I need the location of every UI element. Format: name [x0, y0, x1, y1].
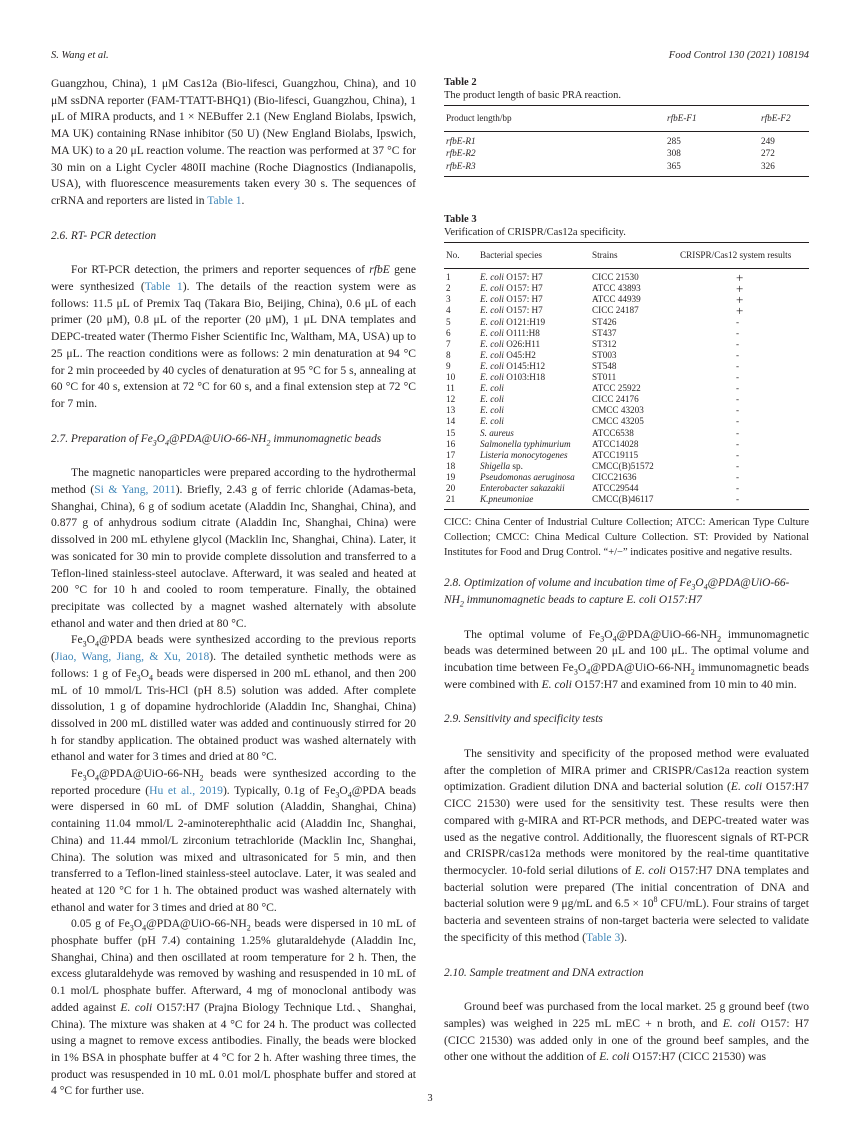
table-cell: 14	[446, 416, 456, 427]
result-cell: -	[736, 482, 740, 493]
strain-cell: ST003	[592, 349, 617, 360]
table2-header: rfbE-F2	[759, 106, 809, 132]
running-header-authors: S. Wang et al.	[51, 50, 109, 61]
strain-cell: ATCC 43893	[592, 283, 641, 294]
species-name: E. coli	[480, 383, 504, 394]
strain-cell: CMCC(B)51572	[592, 460, 654, 471]
species-cell	[478, 294, 590, 305]
strain-cell: ATCC19115	[592, 449, 639, 460]
table3-header: Strains	[590, 243, 678, 269]
result-cell: +	[736, 281, 744, 297]
table2-caption: The product length of basic PRA reaction.	[444, 90, 621, 101]
table-cell: 19	[446, 471, 456, 482]
table3-header: Bacterial species	[478, 243, 590, 269]
table-row	[444, 383, 809, 394]
table-row	[444, 416, 809, 427]
section-heading-2-10: 2.10. Sample treatment and DNA extraction	[444, 966, 644, 979]
species-cell	[478, 450, 590, 461]
species-name: E. coli	[480, 416, 504, 427]
table3-link[interactable]: Table 3	[586, 930, 621, 944]
strain-cell: ATCC14028	[592, 438, 639, 449]
table-cell: 18	[446, 460, 456, 471]
serotype: O103:H18	[503, 372, 546, 383]
table-row	[444, 283, 809, 294]
species-cell	[478, 428, 590, 439]
table-row	[444, 439, 809, 450]
result-cell: -	[736, 438, 740, 449]
species-cell	[478, 494, 590, 510]
strain-cell: CICC 21530	[592, 272, 639, 283]
species-name: E. coli	[480, 338, 504, 349]
strain-cell: ST312	[592, 338, 617, 349]
table-row	[444, 372, 809, 383]
table-cell: 2	[446, 283, 451, 294]
result-cell: -	[736, 471, 740, 482]
table-cell: 365	[665, 160, 759, 177]
table2-title: Table 2	[444, 77, 477, 88]
strain-cell: CICC 24187	[592, 305, 639, 316]
species-name: E. coli	[480, 405, 504, 416]
species-cell	[478, 269, 590, 284]
species-name: Listeria monocytogenes	[480, 449, 568, 460]
table-cell: 5	[446, 316, 451, 327]
species-name: Enterobacter sakazakii	[480, 482, 565, 493]
table-cell: 272	[761, 148, 775, 159]
serotype: O45:H2	[503, 349, 536, 360]
paragraph-pda-beads: $Fe_3O_4@PDA$ beads were synthesized according to the previous reports (Jiao, Wang, Jiang, & Xu, 2018). The detailed synthetic methods were as follows: 1 g of $Fe_3O_4$ beads were dispersed in 200 mL ethanol, and then 200 mL of 10 mmol/L Tris-HCl (pH 8.5) solution was added. After complete dissolution, 1 g of dopamine hydrochloride (Aladdin Inc, Shanghai, China) dissolved in 200 mL distilled water was added and continuously stirred for 20 h for standby application. The obtained product was washed alternately with ethanol and water for 3 times and dried at 80 °C.	[51, 633, 416, 764]
table-row	[444, 450, 809, 461]
species-name: K.pneumoniae	[480, 494, 534, 505]
strain-cell: ST548	[592, 360, 617, 371]
result-cell: -	[736, 372, 740, 383]
result-cell: +	[736, 292, 744, 308]
table-row	[444, 269, 809, 284]
paragraph-uio-beads: $Fe_3O_4@PDA@UiO-66-NH_2$ beads were synthesized according to the reported procedure (Hu et al., 2019). Typically, 0.1g of $Fe_3O_4@PDA$ beads were dispersed in 60 mL of DMF solution (Aladdin, Shanghai, China) containing 11.04 mmol/L 2-aminoterephthalic acid (Aladdin Inc, Shanghai, China) and 11.44 mmol/L zirconium tetrachloride (Macklin Inc, Shanghai, China). The solution was mixed and ultrasonicated for 5 min, and then transferred to a Teflon-lined stainless-steel autoclave. Later, it was sealed and heated at 120 °C for 1 h. The obtained product was washed alternately with ethanol and water for 3 times and dried at 80 °C.	[51, 767, 417, 914]
species-name: E. coli	[480, 283, 504, 294]
species-cell	[478, 283, 590, 294]
table3-footnote: CICC: China Center of Industrial Culture Collection; ATCC: American Type Culture Collection; CMCC: China Medical Culture Collection. ST: Provided by National Institutes for Food and Drug Control. “+/−” indicates positive and negative results.	[444, 517, 809, 559]
strain-cell: CMCC(B)46117	[590, 494, 678, 510]
table-cell: 13	[446, 405, 456, 416]
result-cell: -	[736, 360, 740, 371]
table3-title: Table 3	[444, 214, 477, 226]
table-row	[444, 405, 809, 416]
table-cell: 249	[761, 135, 775, 146]
section-heading-2-6: 2.6. RT- PCR detection	[51, 229, 157, 242]
serotype: O157: H7	[503, 272, 543, 283]
table-cell: 21	[444, 494, 478, 510]
result-cell: +	[736, 270, 744, 286]
species-cell	[478, 439, 590, 450]
table-cell: 17	[446, 449, 456, 460]
table-cell: 12	[446, 394, 456, 405]
paragraph-sample-treatment: Ground beef was purchased from the local market. 25 g ground beef (two samples) was weighed in 225 mL mEC + n broth, and E. coli O157: H7 (CICC 21530) was added only in one of the ground beef samples, and the other one without the addition of E. coli O157:H7 (CICC 21530) was	[444, 1000, 809, 1064]
species-cell	[478, 305, 590, 316]
table-cell: 20	[446, 482, 456, 493]
strain-cell: ATCC 44939	[592, 294, 641, 305]
paragraph-nanoparticles: The magnetic nanoparticles were prepared according to the hydrothermal method (Si & Yang, 2011). Briefly, 2.43 g of ferric chloride (Adamas-beta, Shanghai, China), 6 g of sodium acetate (Aladdin Inc, Shanghai, China), and 0.877 g of anhydrous sodium citrate (Aladdin Inc, Shanghai, China) were dissolved in 200 mL ethylene glycol (Macklin Inc, Shanghai, China). Later, it was sonicated for 30 min to provide complete dissolution and transferred to a Teflon-lined stainless-steel autoclave. Afterward, it was sealed and heated at 200 °C for 10 h and cooled to room temperature. Finally, the obtained precipitate was collected by a magnet washed alternately with absolute ethanol and water and then dried at 80 °C.	[51, 466, 416, 630]
paragraph-sensitivity: The sensitivity and specificity of the proposed method were evaluated after the completion of MIRA primer and CRISPR/Cas12a reaction system optimization. Gradient dilution DNA and bacterial solution (E. coli O157:H7 CICC 21530) were used for the sensitivity test. These results were then compared with g-MIRA and RT-PCR methods, and DEPC-treated water was used as the negative control. Additionally, the fluorescent signals of RT-PCR and CRISPR/cas12a methods were monitored by the real-time quantitative thermocycler. 10-fold serial dilutions of E. coli O157:H7 DNA templates and bacterial solution were prepared (The initial concentration of DNA and bacterial solution were 9 μg/mL and $6.5 \times 10^8$ CFU/mL). Four strains of target bacteria and seventeen strains of non-target bacteria were selected to validate the specificity of this method (Table 3).	[444, 747, 809, 944]
species-cell	[478, 361, 590, 372]
table-cell: 11	[446, 383, 455, 394]
species-cell	[478, 339, 590, 350]
species-name: E. coli	[480, 305, 504, 316]
table-cell: 3	[446, 294, 451, 305]
serotype: O157: H7	[503, 283, 543, 294]
table-cell: rfbE-R3	[444, 160, 665, 177]
species-name: S. aureus	[480, 427, 514, 438]
table-row	[444, 428, 809, 439]
table-row	[444, 160, 809, 177]
species-name: E. coli	[480, 316, 504, 327]
species-cell	[478, 405, 590, 416]
species-name: E. coli	[480, 349, 504, 360]
table-cell: 1	[446, 272, 451, 283]
section-heading-2-8: 2.8. Optimization of volume and incubation time of $Fe_3O_4@PDA@UiO-66-NH_2$ immunomagnetic beads to capture E. coli O157:H7	[444, 577, 790, 609]
table-cell: 9	[446, 360, 451, 371]
table-cell: 16	[446, 438, 456, 449]
paragraph-reaction: Guangzhou, China), 1 μM Cas12a (Bio-lifesci, Guangzhou, China), and 10 μM ssDNA reporter (FAM-TTATT-BHQ1) (Bio-lifesci, Guangzhou, China), 1 μL of MIRA products, and 1 × NEBuffer 2.1 (New England Biolabs, Ipswich, MA UK) containing RNase inhibitor (50 U) (New England Biolabs, Ipswich, MA UK) to a 20 μL reaction volume. The reaction was performed at 37 °C for 30 min on a Light Cycler 480II machine (Roche Diagnostics (Indianapolis, USA), with fluorescence measurements taken every 30 s. The sequences of crRNA and reporters are listed in Table 1.	[51, 77, 416, 207]
strain-cell: CMCC 43205	[592, 416, 644, 427]
result-cell: +	[736, 303, 744, 319]
species-name: Pseudomonas aeruginosa	[480, 471, 575, 482]
strain-cell: ST011	[592, 372, 617, 383]
species-name: E. coli	[480, 294, 504, 305]
serotype: O157: H7	[503, 294, 543, 305]
table2-header: rfbE-F1	[665, 106, 759, 132]
page-number: 3	[427, 1093, 433, 1104]
table-row	[444, 339, 809, 350]
species-name: Salmonella typhimurium	[480, 438, 571, 449]
citation-link[interactable]: Hu et al., 2019	[149, 783, 223, 797]
strain-cell: CICC 24176	[592, 394, 639, 405]
table-row	[444, 147, 809, 160]
table-row	[444, 461, 809, 472]
result-cell: -	[736, 405, 740, 416]
result-cell: -	[678, 494, 809, 510]
species-cell	[478, 472, 590, 483]
strain-cell: ATCC6538	[592, 427, 634, 438]
species-cell	[478, 394, 590, 405]
table-cell: 7	[446, 338, 451, 349]
result-cell: -	[736, 349, 740, 360]
species-name: E. coli	[480, 360, 504, 371]
result-cell: -	[736, 383, 740, 394]
table-cell: 10	[446, 372, 456, 383]
strain-cell: CICC21636	[592, 471, 637, 482]
paragraph-antibody: 0.05 g of $Fe_3O_4@PDA@UiO-66-NH_2$ beads were dispersed in 10 mL of phosphate buffer (pH 7.4) containing 1.25% glutaraldehyde (Aladdin Inc, Shanghai, China) and then oscillated at room temperature for 2 h. Then, the excess glutaraldehyde was removed by washing and resuspended in 10 mL of 0.1 mol/L phosphate buffer. Afterward, 4 mg of monoclonal antibody was added against E. coli O157:H7 (Prajna Biology Technique Ltd.、Shanghai, China). The mixture was shaken at 4 °C for 24 h. The product was collected using a magnet to remove excess antibodies. Finally, the beads were blocked in 1% BSA in phosphate buffer at 4 °C for 2 h. After washing three times, the product was resuspended in 10 mL 0.01 mol/L phosphate buffer and stored at 4 °C for further use.	[51, 917, 416, 1098]
serotype: O121:H19	[503, 316, 546, 327]
species-cell	[478, 483, 590, 494]
strain-cell: ATCC 25922	[592, 383, 641, 394]
table-row	[444, 472, 809, 483]
table-cell: rfbE-R2	[446, 148, 476, 159]
strain-cell: ST426	[592, 316, 617, 327]
table-row	[444, 350, 809, 361]
citation-link[interactable]: Jiao, Wang, Jiang, & Xu, 2018	[54, 650, 210, 664]
table-row	[444, 305, 809, 316]
species-name: E. coli	[480, 394, 504, 405]
table1-link[interactable]: Table 1	[144, 280, 183, 294]
table-row	[444, 483, 809, 494]
right-column	[444, 76, 809, 1066]
citation-link[interactable]: Si & Yang, 2011	[94, 483, 176, 497]
species-cell	[478, 383, 590, 394]
table-cell: 4	[446, 305, 451, 316]
serotype: O157: H7	[503, 305, 543, 316]
table-cell: 15	[446, 427, 456, 438]
table3	[444, 242, 809, 510]
table-cell: 285	[667, 135, 681, 146]
result-cell: -	[736, 327, 740, 338]
table1-link[interactable]: Table 1	[207, 193, 242, 207]
table-row	[444, 361, 809, 372]
table-row	[444, 394, 809, 405]
table3-header: CRISPR/Cas12 system results	[678, 243, 809, 269]
table-cell: 8	[446, 349, 451, 360]
species-cell	[478, 372, 590, 383]
result-cell: -	[736, 416, 740, 427]
species-cell	[478, 461, 590, 472]
section-heading-2-7: 2.7. Preparation of $Fe_3O_4@PDA@UiO-66-NH_2$ immunomagnetic beads	[51, 432, 382, 447]
species-name: E. coli	[480, 327, 504, 338]
result-cell: -	[736, 316, 740, 327]
table-row	[444, 317, 809, 328]
table-row	[444, 294, 809, 305]
serotype: O26:H11	[503, 338, 541, 349]
result-cell: -	[736, 460, 740, 471]
serotype: O111:H8	[503, 327, 540, 338]
table-cell: 6	[446, 327, 451, 338]
table2-header: Product length/bp	[444, 106, 665, 132]
serotype: O145:H12	[503, 360, 546, 371]
table-row	[444, 131, 809, 147]
species-name: E. coli	[480, 372, 504, 383]
paragraph-rtpcr: For RT-PCR detection, the primers and reporter sequences of rfbE gene were synthesized (Table 1). The details of the reaction system were as follows: 11.5 μL of Premix Taq (Takara Bio, Beijing, China), 0.6 μL of each primer (20 μM), 0.8 μL of the reporter (20 μM), 1 μL DNA templates and DEPC-treated water (Thermo Fisher Scientific Inc, Waltham, MA, USA) up to 25 μL. The reaction conditions were as follows: 2 min denaturation at 94 °C for 2 min proceeded by 40 cycles of denaturation at 95 °C for 5 s, annealing at 60 °C for 40 s, extension at 72 °C for 60 s, and a final extension step at 72 °C for 7 min.	[51, 263, 416, 410]
table-cell: 308	[667, 148, 681, 159]
strain-cell: CMCC 43203	[592, 405, 644, 416]
paragraph-optimization: The optimal volume of $Fe_3O_4@PDA@UiO-66-NH_2$ immunomagnetic beads was determined between 20 μL and 100 μL. The optimal volume and incubation time between $Fe_3O_4@PDA@UiO-66-NH_2$ immunomagnetic beads were combined with E. coli O157:H7 and examined from 10 min to 40 min.	[444, 627, 809, 691]
result-cell: -	[736, 449, 740, 460]
strain-cell: ATCC29544	[592, 482, 639, 493]
species-cell	[478, 328, 590, 339]
result-cell: -	[736, 394, 740, 405]
section-heading-2-9: 2.9. Sensitivity and specificity tests	[444, 713, 603, 726]
table3-caption: Verification of CRISPR/Cas12a specificity.	[444, 227, 626, 239]
left-column	[51, 76, 416, 1100]
table-cell: rfbE-R1	[446, 135, 476, 146]
species-name: E. coli	[480, 272, 504, 283]
serotype: sp.	[510, 460, 523, 471]
species-name: Shigella	[480, 460, 511, 471]
strain-cell: ST437	[592, 327, 617, 338]
running-header-journal: Food Control 130 (2021) 108194	[668, 50, 809, 61]
species-cell	[478, 350, 590, 361]
table-row	[444, 494, 809, 510]
table-cell: 326	[759, 160, 809, 177]
species-cell	[478, 317, 590, 328]
table3-header: No.	[444, 243, 478, 269]
table-row	[444, 328, 809, 339]
result-cell: -	[736, 338, 740, 349]
table2	[444, 105, 809, 177]
species-cell	[478, 416, 590, 427]
result-cell: -	[736, 427, 740, 438]
